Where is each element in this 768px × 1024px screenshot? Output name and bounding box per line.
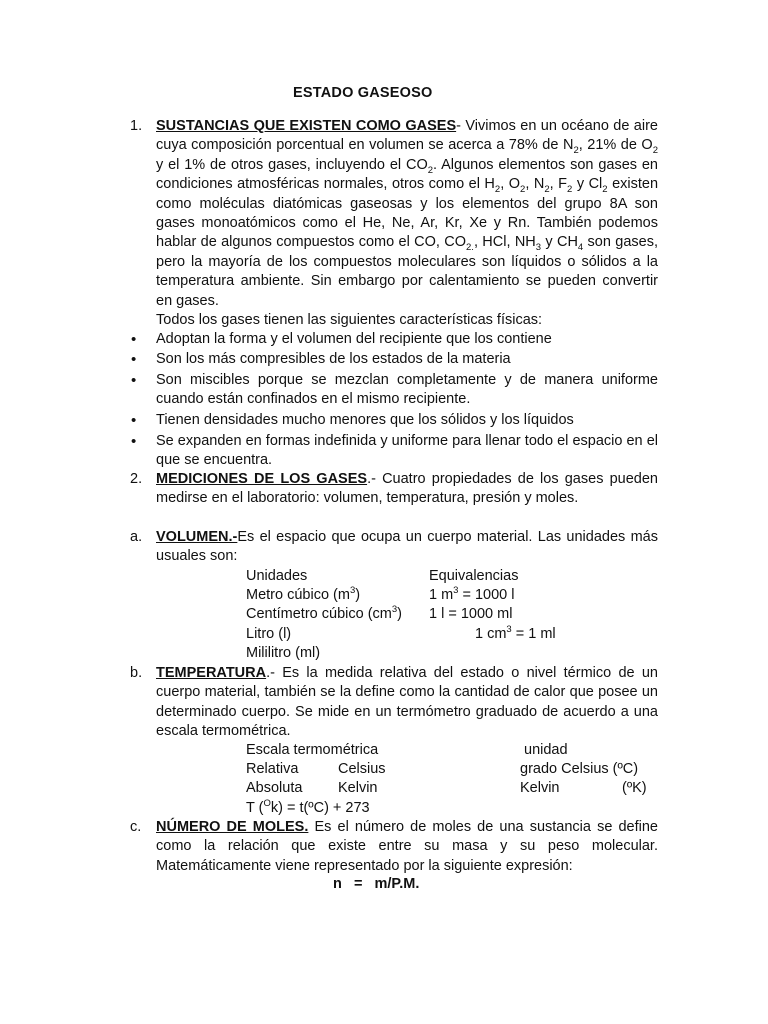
equivalences-column-header: Equivalencias: [429, 568, 519, 584]
bullet-marker: •: [131, 351, 137, 368]
section-1-heading: SUSTANCIAS QUE EXISTEN COMO GASES: [156, 118, 457, 134]
list-item: Son miscibles porque se mezclan completamente y de manera uniforme cuando están confinados en el mismo recipiente.: [156, 372, 658, 408]
bullet-marker: •: [131, 372, 137, 389]
scale-header: Escala termométrica: [246, 742, 379, 758]
equivalence-2: 1 l = 1000 ml: [429, 606, 513, 622]
list-letter-c: c.: [130, 819, 142, 835]
equivalence-1: 1 $m^3 = 1000$ l: [429, 585, 515, 603]
unit-grado-celsius: grado Celsius (ºC): [520, 761, 639, 777]
unit-kelvin-symbol: (ºK): [622, 780, 647, 796]
section-1-intro: - Vivimos en un océano de aire cuya composición porcentual en volumen se acerca a 78% de: [156, 118, 658, 154]
bullet-marker: •: [131, 412, 137, 429]
list-item: Son los más compresibles de los estados de la materia: [156, 351, 511, 367]
section-gases-paragraph: SUSTANCIAS QUE EXISTEN COMO GASES- Vivimos en un océano de aire cuya composición porcentual en volumen se acerca a 78% de $N_2$, 21% de $O_2$ y el 1% de otros gases, incluyendo el $CO_2$. Algunos elementos son gases en condiciones atmosféricas normales, otros como el $H_2$, $O_2$, $N_2$, $F_2$ y $Cl_2$ existen como moléculas diatómicas gaseosas y los elementos del grupo 8A son gases monoatómicos como el He, Ne, Ar, Kr, Xe y Rn. También podemos hablar de algunos compuestos como el CO, $CO_{2.}$, HCl, $NH_3$ y $CH_4$ son gases, pero la mayoría de los compuestos moleculares son líquidos o sólidos a la temperatura ambiente. Sin embargo por calentamiento se pueden convertir en gases. Todos los gases tienen las siguientes características físicas:: [156, 117, 658, 330]
list-item: Tienen densidades mucho menores que los sólidos y los líquidos: [156, 412, 574, 428]
volumen-heading: VOLUMEN.-: [156, 529, 238, 545]
temperatura-paragraph: TEMPERATURA.- Es la medida relativa del estado o nivel térmico de un cuerpo material, también se la define como la cantidad de calor que posee un determinado cuerpo. Se mide en un termómetro graduado de acuerdo a una escala termométrica.: [156, 665, 658, 740]
scale-absoluta: Absoluta: [246, 780, 303, 796]
bullet-marker: •: [131, 433, 137, 450]
unit-mililitro: Mililitro (ml): [246, 645, 321, 661]
unit-litro: Litro (l): [246, 626, 292, 642]
unit-centimetro-cubico: Centímetro cúbico $(cm^3)$: [246, 604, 402, 622]
scale-celsius: Celsius: [338, 761, 386, 777]
moles-formula: n = m/P.M.: [333, 876, 420, 892]
bullet-marker: •: [131, 331, 137, 348]
scale-relativa: Relativa: [246, 761, 299, 777]
units-column-header: Unidades: [246, 568, 308, 584]
list-item: Adoptan la forma y el volumen del recipiente que los contiene: [156, 331, 552, 347]
scale-kelvin: Kelvin: [338, 780, 378, 796]
section-1-closing: Todos los gases tienen las siguientes características físicas:: [156, 312, 543, 329]
unit-metro-cubico: Metro cúbico $(m^3)$: [246, 585, 361, 603]
moles-heading: NÚMERO DE MOLES.: [156, 819, 309, 835]
equivalence-3: 1 $cm^3 = 1$ ml: [475, 624, 556, 642]
section-mediciones-paragraph: MEDICIONES DE LOS GASES.- Cuatro propiedades de los gases pueden medirse en el laboratorio: volumen, temperatura, presión y moles.: [156, 471, 658, 507]
list-letter-b: b.: [130, 665, 143, 681]
kelvin-formula: T ($^O$k) = t(ºC) + 273: [246, 798, 370, 816]
unit-header: unidad: [524, 742, 568, 758]
volumen-paragraph: VOLUMEN.-Es el espacio que ocupa un cuerpo material. Las unidades más usuales son:: [156, 529, 658, 565]
list-item: Se expanden en formas indefinida y uniforme para llenar todo el espacio en el que se encuentra.: [156, 433, 658, 469]
list-number-1: 1.: [130, 118, 143, 134]
unit-kelvin: Kelvin: [520, 780, 560, 796]
page-title: ESTADO GASEOSO: [293, 85, 433, 101]
moles-paragraph: NÚMERO DE MOLES. Es el número de moles de una sustancia se define como la relación que existe entre su masa y su peso molecular. Matemáticamente viene representado por la siguiente expresión:: [156, 819, 658, 874]
section-2-heading: MEDICIONES DE LOS GASES: [156, 471, 368, 487]
list-letter-a: a.: [130, 529, 143, 545]
list-number-2: 2.: [130, 471, 143, 487]
temperatura-heading: TEMPERATURA: [156, 665, 267, 681]
